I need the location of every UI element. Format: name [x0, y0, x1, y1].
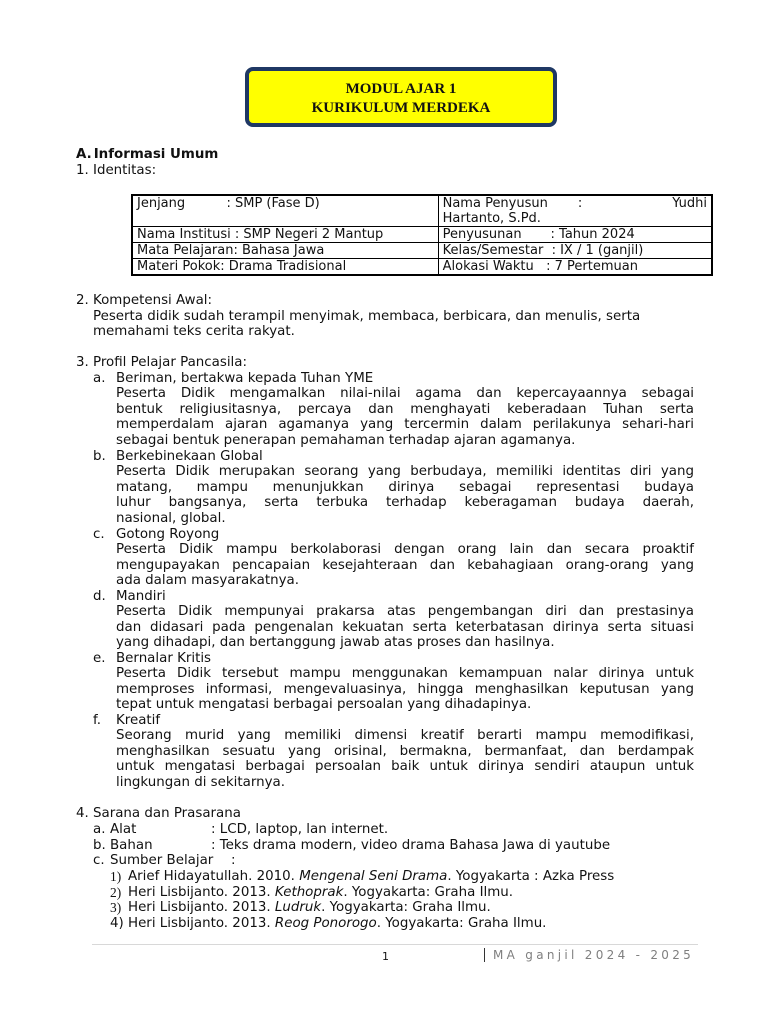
profil-b-text-2: matang, mampu menunjukkan dirinya sebagai representasi budaya — [116, 480, 694, 495]
profil-f-text-3: untuk mengatasi berbagai persoalan baik untuk dirinya sendiri ataupun untuk — [116, 759, 694, 774]
profil-f-text-1: Seorang murid yang memiliki dimensi kreatif berarti mampu memodifikasi, — [116, 728, 694, 743]
identity-penyusun: Nama Penyusun : Yudhi Hartanto, S.Pd. — [438, 195, 712, 227]
identity-materi: Materi Pokok: Drama Tradisional — [132, 259, 438, 276]
table-row — [132, 259, 712, 276]
item-1-identitas: 1. Identitas: — [76, 163, 157, 178]
profil-d-text-3: yang dihadapi, dan bertanggung jawab atas proses dan hasilnya. — [116, 635, 555, 650]
profil-c-heading: c. Gotong Royong — [93, 527, 220, 542]
reference-4: 4) Heri Lisbijanto. 2013. Reog Ponorogo. Yogyakarta: Graha Ilmu. — [110, 916, 547, 931]
sarana-alat: a. Alat : LCD, laptop, lan internet. — [93, 822, 389, 837]
identity-table — [131, 194, 713, 276]
profil-c-text-1: Peserta Didik mampu berkolaborasi dengan orang lain dan secara proaktif — [116, 542, 694, 557]
section-a-heading: A. Informasi Umum — [76, 147, 219, 162]
identity-penyusunan: Penyusunan : Tahun 2024 — [438, 227, 712, 243]
kompetensi-text-1: Peserta didik sudah terampil menyimak, membaca, berbicara, dan menulis, serta — [93, 309, 641, 324]
identity-institusi: Nama Institusi : SMP Negeri 2 Mantup — [132, 227, 438, 243]
item-2-kompetensi: 2. Kompetensi Awal: — [76, 293, 213, 308]
module-title-line2: KURIKULUM MERDEKA — [311, 100, 491, 116]
identity-kelas: Kelas/Semestar : IX / 1 (ganjil) — [438, 243, 712, 259]
profil-e-text-3: tepat untuk mengatasi berbagai persoalan yang dihadapinya. — [116, 697, 532, 712]
profil-d-text-1: Peserta Didik mempunyai prakarsa atas pengembangan diri dan prestasinya — [116, 604, 694, 619]
profil-b-text-3: luhur bangsanya, serta terbuka terhadap keberagaman budaya daerah, — [116, 495, 694, 510]
profil-d-text-2: dan didasari pada pengenalan kekuatan serta keterbatasan dirinya serta situasi — [116, 620, 694, 635]
profil-b-text-4: nasional, global. — [116, 511, 226, 526]
profil-c-text-2: mengupayakan pencapaian kesejahteraan dan kebahagiaan orang-orang yang — [116, 558, 694, 573]
table-row — [132, 243, 712, 259]
profil-a-heading: a. Beriman, bertakwa kepada Tuhan YME — [93, 371, 374, 386]
profil-d-heading: d. Mandiri — [93, 589, 166, 604]
identity-jenjang: Jenjang : SMP (Fase D) — [132, 195, 438, 227]
table-row — [132, 195, 712, 227]
module-title-line1: MODUL AJAR 1 — [345, 81, 457, 97]
profil-f-text-2: menghasilkan sesuatu yang orisinal, bermakna, bermanfaat, dan berdampak — [116, 744, 694, 759]
item-4-sarana: 4. Sarana dan Prasarana — [76, 806, 241, 821]
profil-e-heading: e. Bernalar Kritis — [93, 651, 212, 666]
profil-a-text-1: Peserta Didik mengamalkan nilai-nilai agama dan kepercayaannya sebagai — [116, 386, 694, 401]
reference-3: 3) Heri Lisbijanto. 2013. Ludruk. Yogyakarta: Graha Ilmu. — [110, 900, 491, 915]
reference-1: 1) Arief Hidayatullah. 2010. Mengenal Seni Drama. Yogyakarta : Azka Press — [110, 869, 615, 884]
profil-b-heading: b. Berkebinekaan Global — [93, 449, 263, 464]
footer-separator — [484, 948, 485, 962]
profil-c-text-3: ada dalam masyarakatnya. — [116, 573, 300, 588]
sarana-bahan: b. Bahan : Teks drama modern, video drama Bahasa Jawa di yautube — [93, 838, 611, 853]
profil-b-text-1: Peserta Didik merupakan seorang yang berbudaya, memiliki identitas diri yang — [116, 464, 694, 479]
footer-label: MA ganjil 2024 - 2025 — [493, 948, 695, 962]
profil-a-text-2: bentuk religiusitasnya, percaya dan menghayati keberadaan Tuhan serta — [116, 402, 694, 417]
profil-a-text-3: memperdalam ajaran agamanya yang tercermin dalam perilakunya sehari-hari — [116, 417, 694, 432]
sarana-sumber: c. Sumber Belajar : — [93, 853, 236, 868]
profil-f-heading: f. Kreatif — [93, 713, 161, 728]
profil-e-text-1: Peserta Didik tersebut mampu menggunakan kemampuan nalar dirinya untuk — [116, 666, 694, 681]
identity-mapel: Mata Pelajaran: Bahasa Jawa — [132, 243, 438, 259]
footer-divider — [92, 944, 698, 945]
table-row — [132, 227, 712, 243]
profil-a-text-4: sebagai bentuk penerapan pemahaman terhadap ajaran agamanya. — [116, 433, 576, 448]
reference-2: 2) Heri Lisbijanto. 2013. Kethoprak. Yogyakarta: Graha Ilmu. — [110, 885, 514, 900]
module-title-box — [245, 67, 557, 127]
identity-alokasi: Alokasi Waktu : 7 Pertemuan — [438, 259, 712, 276]
page-number: 1 — [382, 950, 389, 963]
profil-f-text-4: lingkungan di sekitarnya. — [116, 775, 285, 790]
profil-e-text-2: memproses informasi, mengevaluasinya, hingga menghasilkan keputusan yang — [116, 682, 694, 697]
item-3-profil: 3. Profil Pelajar Pancasila: — [76, 355, 247, 370]
kompetensi-text-2: memahami teks cerita rakyat. — [93, 324, 295, 339]
